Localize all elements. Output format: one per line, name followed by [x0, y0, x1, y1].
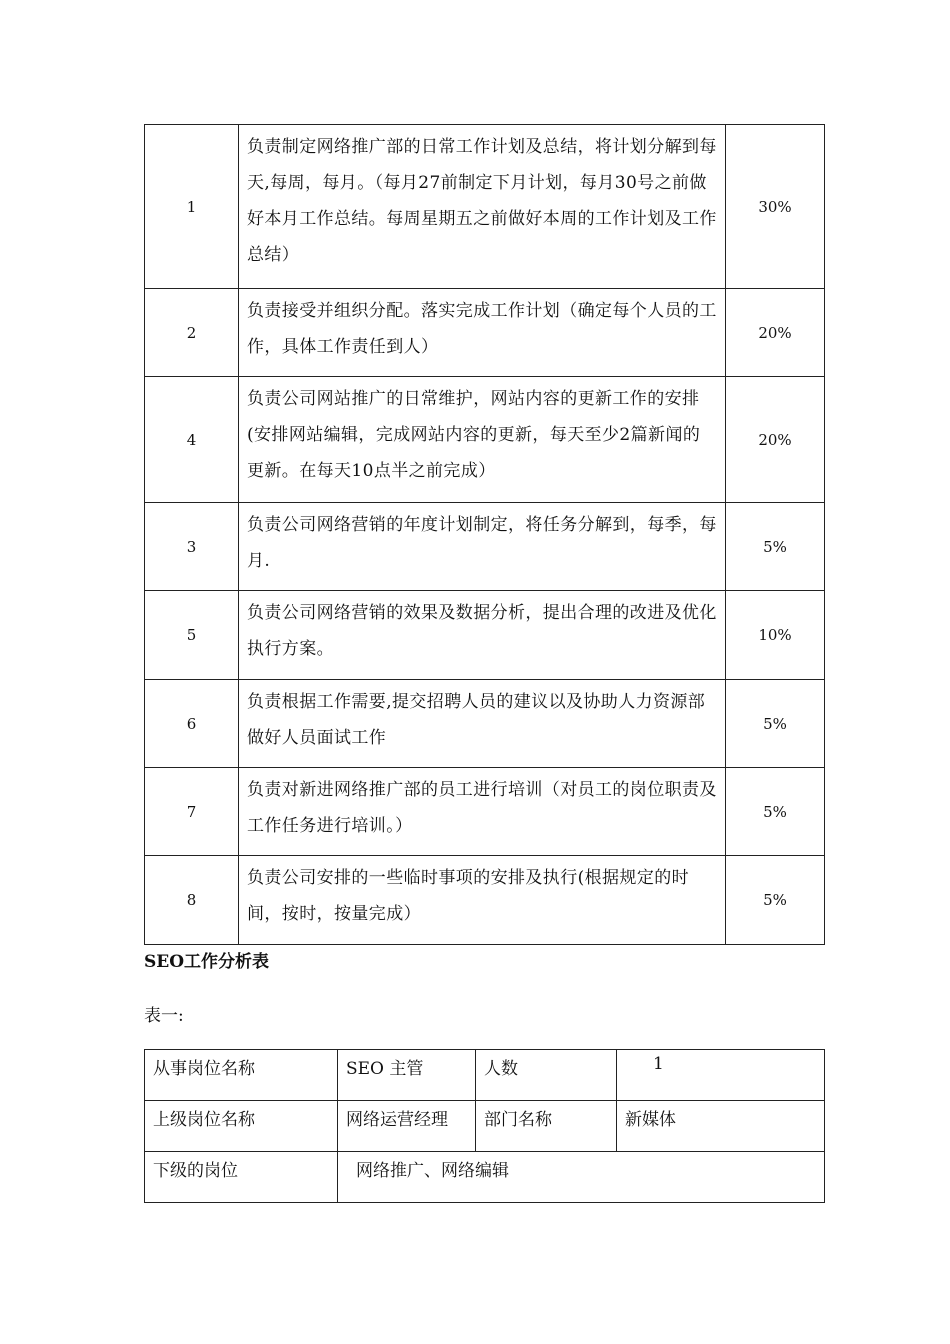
weight-percent: 5%: [726, 856, 825, 945]
table-row: [145, 377, 825, 503]
duty-description: 负责公司网络营销的效果及数据分析，提出合理的改进及优化执行方案。: [239, 591, 726, 680]
department-label: 部门名称: [476, 1101, 617, 1152]
row-number: 4: [145, 377, 239, 503]
table-row: [145, 289, 825, 377]
table-row: [145, 1050, 825, 1101]
subordinate-label: 下级的岗位: [145, 1152, 338, 1203]
duty-description: 负责根据工作需要,提交招聘人员的建议以及协助人力资源部做好人员面试工作: [239, 680, 726, 768]
superior-value: 网络运营经理: [338, 1101, 476, 1152]
row-number: 5: [145, 591, 239, 680]
position-name-value: SEO 主管: [338, 1050, 476, 1101]
duty-description: 负责公司安排的一些临时事项的安排及执行(根据规定的时间，按时，按量完成）: [239, 856, 726, 945]
weight-percent: 20%: [726, 377, 825, 503]
subordinate-value: 网络推广、网络编辑: [338, 1152, 825, 1203]
table-row: [145, 125, 825, 289]
headcount-label: 人数: [476, 1050, 617, 1101]
row-number: 6: [145, 680, 239, 768]
row-number: 7: [145, 768, 239, 856]
table-label: 表一:: [144, 1006, 184, 1026]
row-number: 8: [145, 856, 239, 945]
table-row: [145, 680, 825, 768]
department-value: 新媒体: [617, 1101, 825, 1152]
weight-percent: 10%: [726, 591, 825, 680]
table-row: [145, 503, 825, 591]
table-row: [145, 768, 825, 856]
position-info-table: [144, 1049, 825, 1203]
duty-description: 负责公司网络营销的年度计划制定，将任务分解到，每季，每月.: [239, 503, 726, 591]
duty-description: 负责对新进网络推广部的员工进行培训（对员工的岗位职责及工作任务进行培训。）: [239, 768, 726, 856]
weight-percent: 5%: [726, 768, 825, 856]
table-row: [145, 1152, 825, 1203]
weight-percent: 5%: [726, 503, 825, 591]
table-row: [145, 856, 825, 945]
row-number: 3: [145, 503, 239, 591]
headcount-value: 1: [617, 1050, 825, 1101]
position-name-label: 从事岗位名称: [145, 1050, 338, 1101]
duty-description: 负责公司网站推广的日常维护，网站内容的更新工作的安排(安排网站编辑，完成网站内容的更新，每天至少2篇新闻的更新。在每天10点半之前完成）: [239, 377, 726, 503]
table-row: [145, 591, 825, 680]
row-number: 2: [145, 289, 239, 377]
duty-table: [144, 124, 825, 945]
superior-label: 上级岗位名称: [145, 1101, 338, 1152]
weight-percent: 20%: [726, 289, 825, 377]
section-title: SEO工作分析表: [144, 952, 270, 972]
row-number: 1: [145, 125, 239, 289]
duty-description: 负责接受并组织分配。落实完成工作计划（确定每个人员的工作，具体工作责任到人）: [239, 289, 726, 377]
weight-percent: 30%: [726, 125, 825, 289]
weight-percent: 5%: [726, 680, 825, 768]
duty-description: 负责制定网络推广部的日常工作计划及总结，将计划分解到每天,每周，每月。（每月27前制定下月计划，每月30号之前做好本月工作总结。每周星期五之前做好本周的工作计划及工作总结）: [239, 125, 726, 289]
table-row: [145, 1101, 825, 1152]
